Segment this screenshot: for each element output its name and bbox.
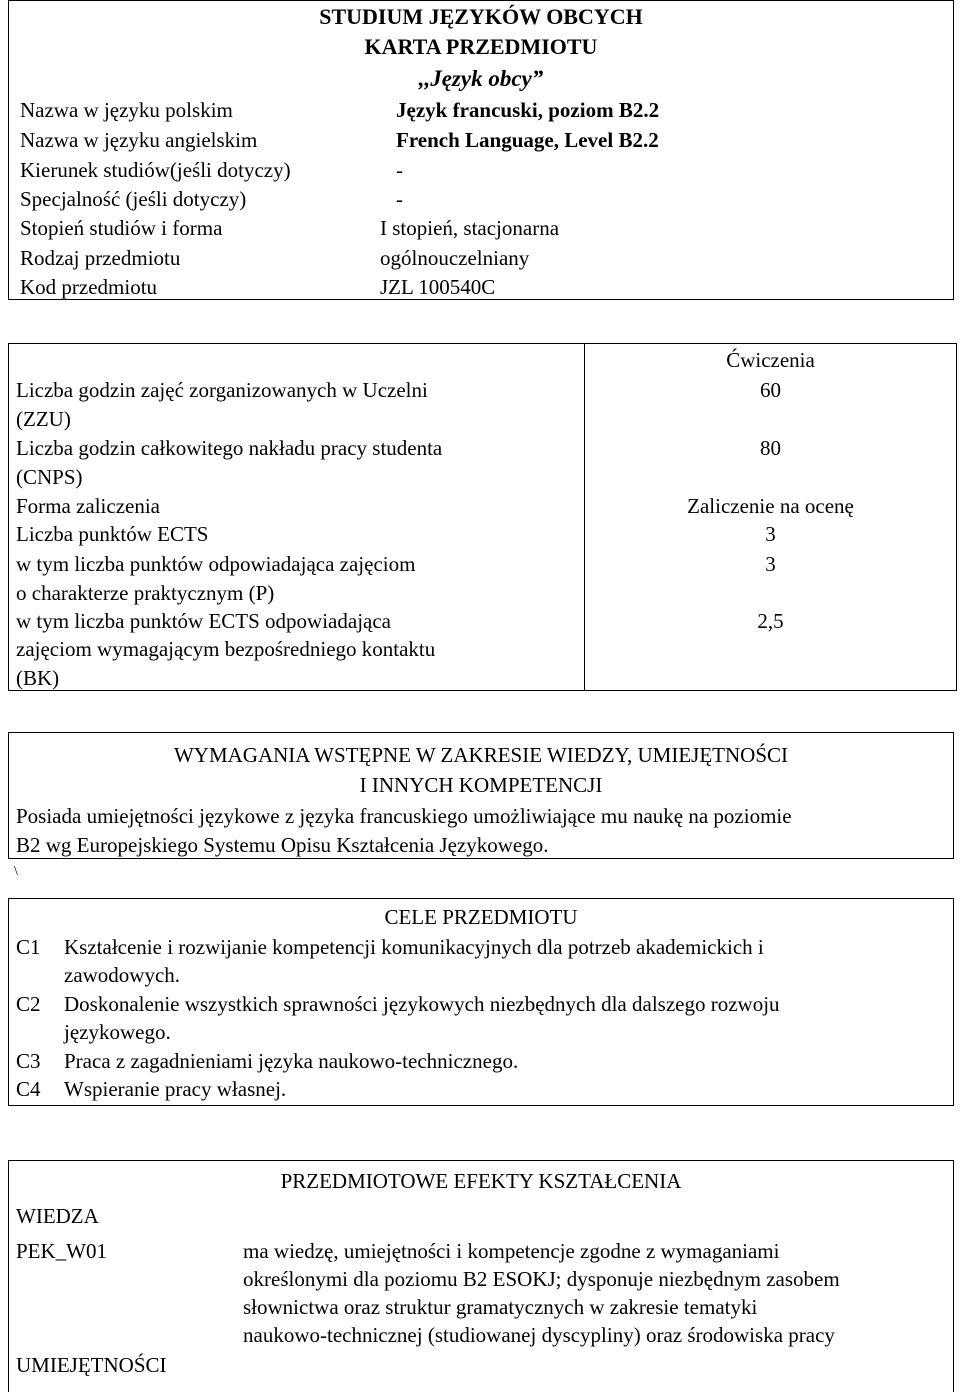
goal-c3-code: C3 xyxy=(16,1049,41,1073)
goal-c1-code: C1 xyxy=(16,935,41,959)
info-label-code: Kod przedmiotu xyxy=(20,275,158,299)
effects-title: PRZEDMIOTOWE EFEKTY KSZTAŁCENIA xyxy=(280,1169,682,1193)
bk-label-line1: w tym liczba punktów ECTS odpowiadająca xyxy=(16,609,391,633)
forma-value: Zaliczenie na ocenę xyxy=(687,494,854,518)
goal-c2-line2: językowego. xyxy=(64,1020,171,1044)
requirements-title-1: WYMAGANIA WSTĘPNE W ZAKRESIE WIEDZY, UMIEJĘTNOŚCI xyxy=(173,743,789,767)
bk-label-line2: zajęciom wymagającym bezpośredniego kontaktu xyxy=(16,637,436,661)
info-value-specialty: - xyxy=(396,187,403,211)
requirements-text-1: Posiada umiejętności językowe z języka francuskiego umożliwiające mu naukę na poziomie xyxy=(16,804,792,828)
p-value: 3 xyxy=(765,552,776,576)
zzu-label-line2: (ZZU) xyxy=(16,407,71,431)
info-value-english-name: French Language, Level B2.2 xyxy=(396,128,659,152)
goals-title: CELE PRZEDMIOTU xyxy=(384,905,578,929)
goal-c2-line1: Doskonalenie wszystkich sprawności językowych niezbędnych dla dalszego rozwoju xyxy=(64,992,780,1016)
effect-w01-line2: określonymi dla poziomu B2 ESOKJ; dysponuje niezbędnym zasobem xyxy=(243,1267,840,1291)
requirements-text-2: B2 wg Europejskiego Systemu Opisu Kształcenia Językowego. xyxy=(16,833,549,857)
effects-section-knowledge: WIEDZA xyxy=(16,1204,99,1228)
ects-label: Liczba punktów ECTS xyxy=(16,522,209,546)
header-title-2: KARTA PRZEDMIOTU xyxy=(364,34,598,59)
goal-c4-code: C4 xyxy=(16,1077,41,1101)
header-title-3: ,,Język obcy” xyxy=(418,66,544,91)
info-value-type: ogólnouczelniany xyxy=(380,246,530,270)
effects-section-skills: UMIEJĘTNOŚCI xyxy=(16,1353,167,1377)
info-label-polish-name: Nazwa w języku polskim xyxy=(20,98,233,122)
goal-c4-line1: Wspieranie pracy własnej. xyxy=(64,1077,287,1101)
effect-w01-line1: ma wiedzę, umiejętności i kompetencje zgodne z wymaganiami xyxy=(243,1239,780,1263)
effect-w01-line3: słownictwa oraz struktur gramatycznych w zakresie tematyki xyxy=(243,1295,758,1319)
zzu-label-line1: Liczba godzin zajęć zorganizowanych w Uczelni xyxy=(16,378,428,402)
info-value-field: - xyxy=(396,158,403,182)
requirements-title-2: I INNYCH KOMPETENCJI xyxy=(359,773,603,797)
effect-w01-code: PEK_W01 xyxy=(16,1239,107,1263)
p-label-line1: w tym liczba punktów odpowiadająca zajęciom xyxy=(16,552,416,576)
cnps-label-line2: (CNPS) xyxy=(16,465,83,489)
cnps-value: 80 xyxy=(760,436,781,460)
info-label-field: Kierunek studiów(jeśli dotyczy) xyxy=(20,158,291,182)
effect-w01-line4: naukowo-technicznej (studiowanej dyscypliny) oraz środowiska pracy xyxy=(243,1323,835,1347)
header-title-1: STUDIUM JĘZYKÓW OBCYCH xyxy=(319,4,643,29)
info-label-level: Stopień studiów i forma xyxy=(20,216,223,240)
bk-label-line3: (BK) xyxy=(16,666,60,690)
info-value-code: JZL 100540C xyxy=(380,275,496,299)
ects-value: 3 xyxy=(765,522,776,546)
info-value-polish-name: Język francuski, poziom B2.2 xyxy=(396,98,660,122)
forma-label: Forma zaliczenia xyxy=(16,494,161,518)
goal-c2-code: C2 xyxy=(16,992,41,1016)
cnps-label-line1: Liczba godzin całkowitego nakładu pracy studenta xyxy=(16,436,443,460)
goal-c3-line1: Praca z zagadnieniami języka naukowo-technicznego. xyxy=(64,1049,519,1073)
info-label-specialty: Specjalność (jeśli dotyczy) xyxy=(20,187,247,211)
hours-column-header: Ćwiczenia xyxy=(726,348,815,372)
stray-mark: \ xyxy=(14,864,18,879)
info-label-type: Rodzaj przedmiotu xyxy=(20,246,181,270)
zzu-value: 60 xyxy=(760,378,781,402)
p-label-line2: o charakterze praktycznym (P) xyxy=(16,581,275,605)
goal-c1-line1: Kształcenie i rozwijanie kompetencji komunikacyjnych dla potrzeb akademickich i xyxy=(64,935,764,959)
goal-c1-line2: zawodowych. xyxy=(64,963,181,987)
bk-value: 2,5 xyxy=(757,609,784,633)
info-value-level: I stopień, stacjonarna xyxy=(380,216,560,240)
info-label-english-name: Nazwa w języku angielskim xyxy=(20,128,258,152)
